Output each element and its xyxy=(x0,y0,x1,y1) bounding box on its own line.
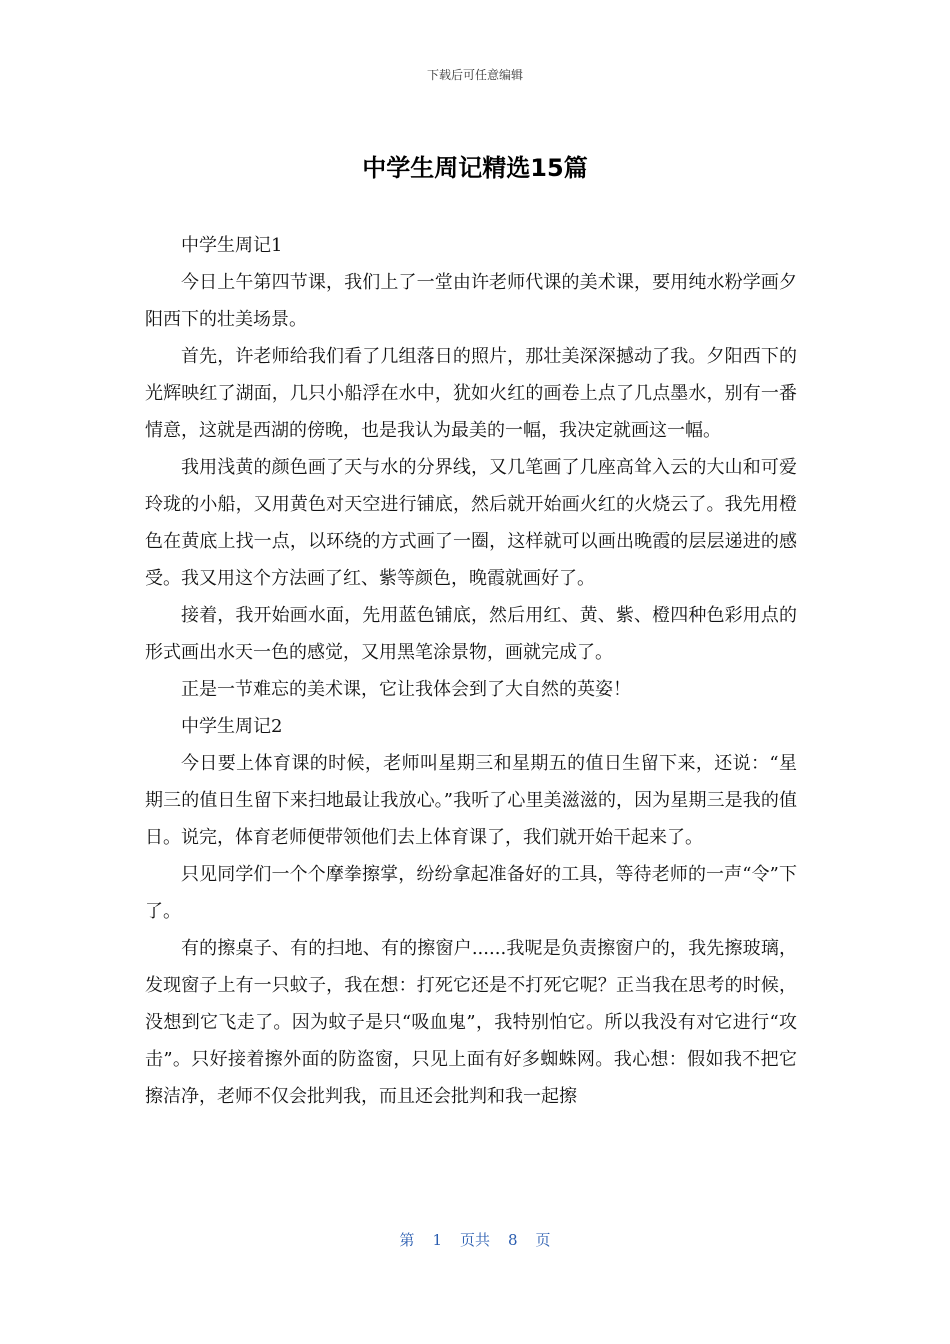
section-heading: 中学生周记2 xyxy=(181,716,283,737)
paragraph: 首先，许老师给我们看了几组落日的照片，那壮美深深撼动了我。夕阳西下的光辉映红了湖面，几只小船浮在水中，犹如火红的画卷上点了几点墨水，别有一番情意，这就是西湖的傍晚，也是我认为最美的一幅，我决定就画这一幅。 xyxy=(145,346,797,441)
page-footer xyxy=(0,1229,950,1250)
paragraph: 只见同学们一个个摩拳擦掌，纷纷拿起准备好的工具，等待老师的一声“令”下了。 xyxy=(145,864,797,922)
paragraph: 今日要上体育课的时候，老师叫星期三和星期五的值日生留下来，还说：“星期三的值日生留下来扫地最让我放心。”我听了心里美滋滋的，因为星期三是我的值日。说完，体育老师便带领他们去上体育课了，我们就开始干起来了。 xyxy=(145,753,797,848)
document-title: 中学生周记精选15篇 xyxy=(362,154,588,182)
document-body xyxy=(145,227,797,1115)
footer-prefix: 第 xyxy=(399,1231,415,1249)
footer-total-pages: 8 xyxy=(508,1231,518,1249)
footer-page-number: 1 xyxy=(432,1231,442,1249)
paragraph: 正是一节难忘的美术课，它让我体会到了大自然的英姿！ xyxy=(181,679,631,700)
paragraph: 接着，我开始画水面，先用蓝色铺底，然后用红、黄、紫、橙四种色彩用点的形式画出水天一色的感觉，又用黑笔涂景物，画就完成了。 xyxy=(145,605,797,663)
footer-suffix: 页 xyxy=(535,1231,551,1249)
paragraph: 我用浅黄的颜色画了天与水的分界线，又几笔画了几座高耸入云的大山和可爱玲珑的小船，又用黄色对天空进行铺底，然后就开始画火红的火烧云了。我先用橙色在黄底上找一点，以环绕的方式画了一圈，这样就可以画出晚霞的层层递进的感受。我又用这个方法画了红、紫等颜色，晚霞就画好了。 xyxy=(145,457,797,589)
paragraph: 今日上午第四节课，我们上了一堂由许老师代课的美术课，要用纯水粉学画夕阳西下的壮美场景。 xyxy=(145,272,797,330)
footer-middle: 页共 xyxy=(459,1231,490,1249)
section-heading: 中学生周记1 xyxy=(181,235,283,256)
header-note: 下载后可任意编辑 xyxy=(426,68,523,82)
paragraph: 有的擦桌子、有的扫地、有的擦窗户......我呢是负责擦窗户的，我先擦玻璃，发现窗子上有一只蚊子，我在想：打死它还是不打死它呢？正当我在思考的时候，没想到它飞走了。因为蚊子是只“吸血鬼”，我特别怕它。所以我没有对它进行“攻击”。只好接着擦外面的防盗窗，只见上面有好多蜘蛛网。我心想：假如我不把它擦洁净，老师不仅会批判我，而且还会批判和我一起擦 xyxy=(145,938,797,1107)
